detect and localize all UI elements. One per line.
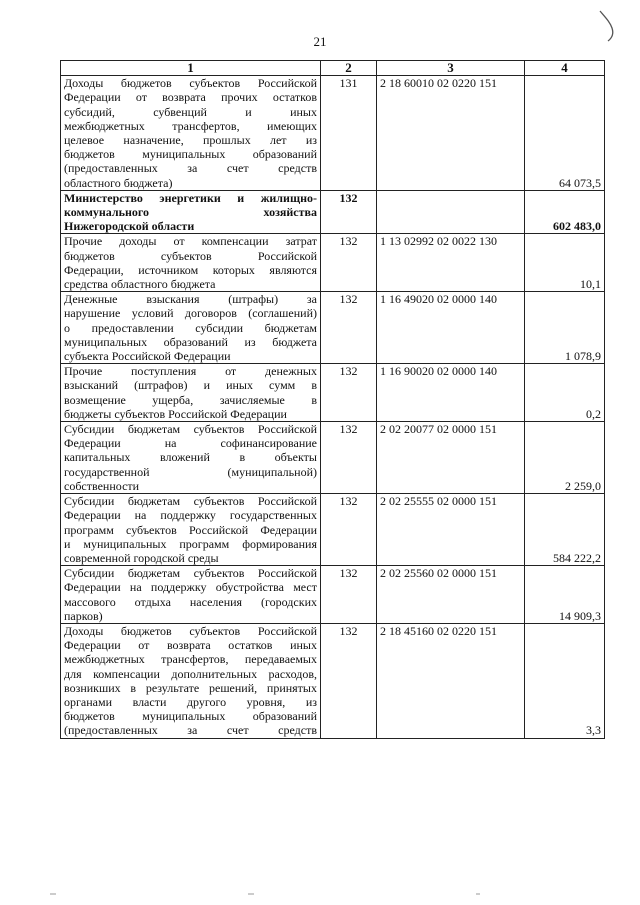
- description-line: Субсидии бюджетам субъектов Российской: [64, 566, 317, 581]
- row-description: [61, 623, 321, 738]
- row-budget-code: 1 16 49020 02 0000 140: [377, 292, 525, 364]
- row-admin-code: 132: [321, 190, 377, 234]
- description-line: о предоставлении субсидии бюджетам: [64, 320, 317, 335]
- description-line: и муниципальных программ формирования: [64, 536, 317, 551]
- header-col-4: 4: [525, 61, 605, 76]
- description-line: Субсидии бюджетам субъектов Российской: [64, 494, 317, 509]
- table-row: [61, 234, 605, 292]
- row-amount: 584 222,2: [525, 494, 605, 566]
- table-body: [61, 76, 605, 738]
- description-line: органами власти другого уровня, из: [64, 694, 317, 709]
- row-amount: 10,1: [525, 234, 605, 292]
- description-line: возмещение ущерба, зачисляемые в: [64, 392, 317, 407]
- description-line: областного бюджета): [64, 175, 173, 190]
- table-header-row: [61, 61, 605, 76]
- table-row: [61, 566, 605, 624]
- description-line: собственности: [64, 478, 140, 493]
- description-line: Нижегородской области: [64, 219, 195, 234]
- row-amount: 3,3: [525, 623, 605, 738]
- table-row: [61, 364, 605, 422]
- row-budget-code: 2 18 60010 02 0220 151: [377, 76, 525, 191]
- description-line: Федерации на поддержку обустройства мест: [64, 580, 317, 595]
- description-line: бюджеты субъектов Российской Федерации: [64, 406, 287, 421]
- description-line: бюджетов муниципальных образований: [64, 147, 317, 162]
- row-amount: 1 078,9: [525, 292, 605, 364]
- row-budget-code: 1 13 02992 02 0022 130: [377, 234, 525, 292]
- description-line: Федерации от возврата прочих остатков: [64, 90, 317, 105]
- row-amount: 2 259,0: [525, 422, 605, 494]
- description-line: программ субъектов Российской Федерации: [64, 522, 317, 537]
- description-line: Федерации на поддержку государственных: [64, 508, 317, 523]
- description-line: массового отдыха населения (городских: [64, 594, 317, 609]
- description-line: для компенсации дополнительных расходов,: [64, 666, 317, 681]
- row-budget-code: 2 02 20077 02 0000 151: [377, 422, 525, 494]
- table-row: [61, 623, 605, 738]
- description-line: межбюджетных трансфертов, передаваемых: [64, 652, 317, 667]
- description-line: коммунального хозяйства: [64, 205, 317, 220]
- row-admin-code: 132: [321, 364, 377, 422]
- revenue-table: [60, 60, 605, 739]
- table-row: [61, 494, 605, 566]
- description-line: субсидий, субвенций и иных: [64, 104, 317, 119]
- row-budget-code: 2 18 45160 02 0220 151: [377, 623, 525, 738]
- row-description: [61, 364, 321, 422]
- description-line: парков): [64, 608, 103, 623]
- row-description: [61, 190, 321, 234]
- description-line: муниципальных образований из бюджета: [64, 334, 317, 349]
- row-description: [61, 292, 321, 364]
- row-amount: 0,2: [525, 364, 605, 422]
- description-line: взысканий (штрафов) и иных сумм в: [64, 378, 317, 393]
- description-line: бюджетов субъектов Российской: [64, 248, 317, 263]
- row-admin-code: 131: [321, 76, 377, 191]
- description-line: Министерство энергетики и жилищно-: [64, 190, 317, 205]
- row-amount: 602 483,0: [525, 190, 605, 234]
- description-line: субъекта Российской Федерации: [64, 349, 231, 364]
- description-line: Федерации, источником которых являются: [64, 262, 317, 277]
- table-row: [61, 422, 605, 494]
- row-budget-code: 1 16 90020 02 0000 140: [377, 364, 525, 422]
- description-line: Федерации от возврата остатков иных: [64, 638, 317, 653]
- row-budget-code: 2 02 25560 02 0000 151: [377, 566, 525, 624]
- row-admin-code: 132: [321, 623, 377, 738]
- description-line: Доходы бюджетов субъектов Российской: [64, 76, 317, 91]
- description-line: бюджетов муниципальных образований: [64, 709, 317, 724]
- row-amount: 64 073,5: [525, 76, 605, 191]
- header-col-3: 3: [377, 61, 525, 76]
- row-admin-code: 132: [321, 234, 377, 292]
- description-line: Денежные взыскания (штрафы) за: [64, 292, 317, 307]
- row-admin-code: 132: [321, 566, 377, 624]
- table-row: [61, 76, 605, 191]
- description-line: Прочие доходы от компенсации затрат: [64, 234, 317, 249]
- row-description: [61, 422, 321, 494]
- description-line: Прочие поступления от денежных: [64, 364, 317, 379]
- description-line: капитальных вложений в объекты: [64, 450, 317, 465]
- corner-pen-mark: [596, 8, 624, 44]
- row-admin-code: 132: [321, 292, 377, 364]
- description-line: Субсидии бюджетам субъектов Российской: [64, 422, 317, 437]
- row-description: [61, 76, 321, 191]
- scan-edge-marks: [0, 892, 640, 896]
- description-line: средства областного бюджета: [64, 277, 216, 292]
- page-number: 21: [313, 34, 327, 49]
- description-line: государственной (муниципальной): [64, 464, 317, 479]
- description-line: Федерации на софинансирование: [64, 436, 317, 451]
- header-col-2: 2: [321, 61, 377, 76]
- description-line: межбюджетных трансфертов, имеющих: [64, 118, 317, 133]
- row-description: [61, 566, 321, 624]
- row-budget-code: 2 02 25555 02 0000 151: [377, 494, 525, 566]
- row-admin-code: 132: [321, 422, 377, 494]
- description-line: Доходы бюджетов субъектов Российской: [64, 623, 317, 638]
- table-row: [61, 190, 605, 234]
- row-description: [61, 234, 321, 292]
- description-line: нарушение условий договоров (соглашений): [64, 306, 317, 321]
- row-description: [61, 494, 321, 566]
- header-col-1: 1: [61, 61, 321, 76]
- description-line: возникших в результате решений, принятых: [64, 680, 317, 695]
- description-line: (предоставленных за счет средств: [64, 723, 317, 738]
- row-admin-code: 132: [321, 494, 377, 566]
- table-row: [61, 292, 605, 364]
- row-amount: 14 909,3: [525, 566, 605, 624]
- description-line: целевое назначение, прошлых лет из: [64, 133, 317, 148]
- row-budget-code: [377, 190, 525, 234]
- description-line: (предоставленных за счет средств: [64, 161, 317, 176]
- description-line: современной городской среды: [64, 550, 219, 565]
